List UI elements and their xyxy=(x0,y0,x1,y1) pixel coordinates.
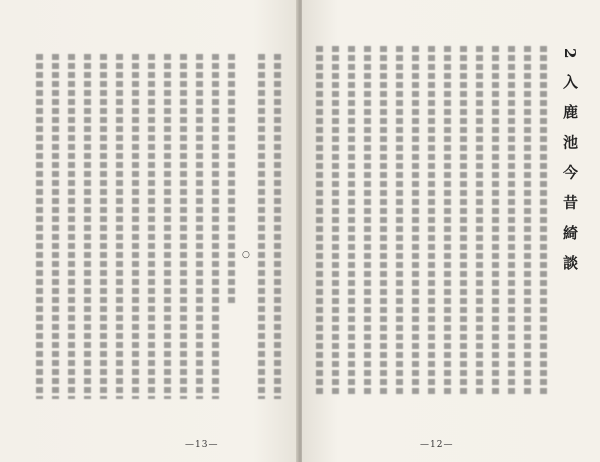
text-column xyxy=(212,54,219,399)
text-column xyxy=(84,54,91,399)
text-column xyxy=(444,46,451,396)
left-page xyxy=(0,0,298,462)
text-column xyxy=(228,54,235,304)
text-column xyxy=(258,54,265,399)
text-column xyxy=(332,46,339,396)
text-column xyxy=(476,46,483,396)
text-column xyxy=(540,46,547,396)
page-number: —13— xyxy=(185,440,219,450)
text-column xyxy=(148,54,155,399)
text-column xyxy=(508,46,515,396)
text-column xyxy=(116,54,123,399)
text-column xyxy=(68,54,75,399)
text-column xyxy=(180,54,187,399)
section-mark: ○ xyxy=(242,250,250,260)
text-column xyxy=(132,54,139,399)
text-column xyxy=(274,54,281,399)
text-column xyxy=(364,46,371,396)
text-column xyxy=(164,54,171,399)
section-title: 2 入 鹿 池 今 昔 綺 談 xyxy=(561,48,579,275)
text-column xyxy=(396,46,403,396)
text-column xyxy=(36,54,43,399)
text-column xyxy=(380,46,387,396)
text-column xyxy=(524,46,531,396)
text-column xyxy=(196,54,203,399)
text-column xyxy=(492,46,499,396)
text-column xyxy=(412,46,419,396)
right-page xyxy=(302,0,600,462)
page-number: —12— xyxy=(420,440,454,450)
text-column xyxy=(52,54,59,399)
text-column xyxy=(316,46,323,396)
text-column xyxy=(348,46,355,396)
text-column xyxy=(100,54,107,399)
text-column xyxy=(428,46,435,396)
text-column xyxy=(460,46,467,396)
